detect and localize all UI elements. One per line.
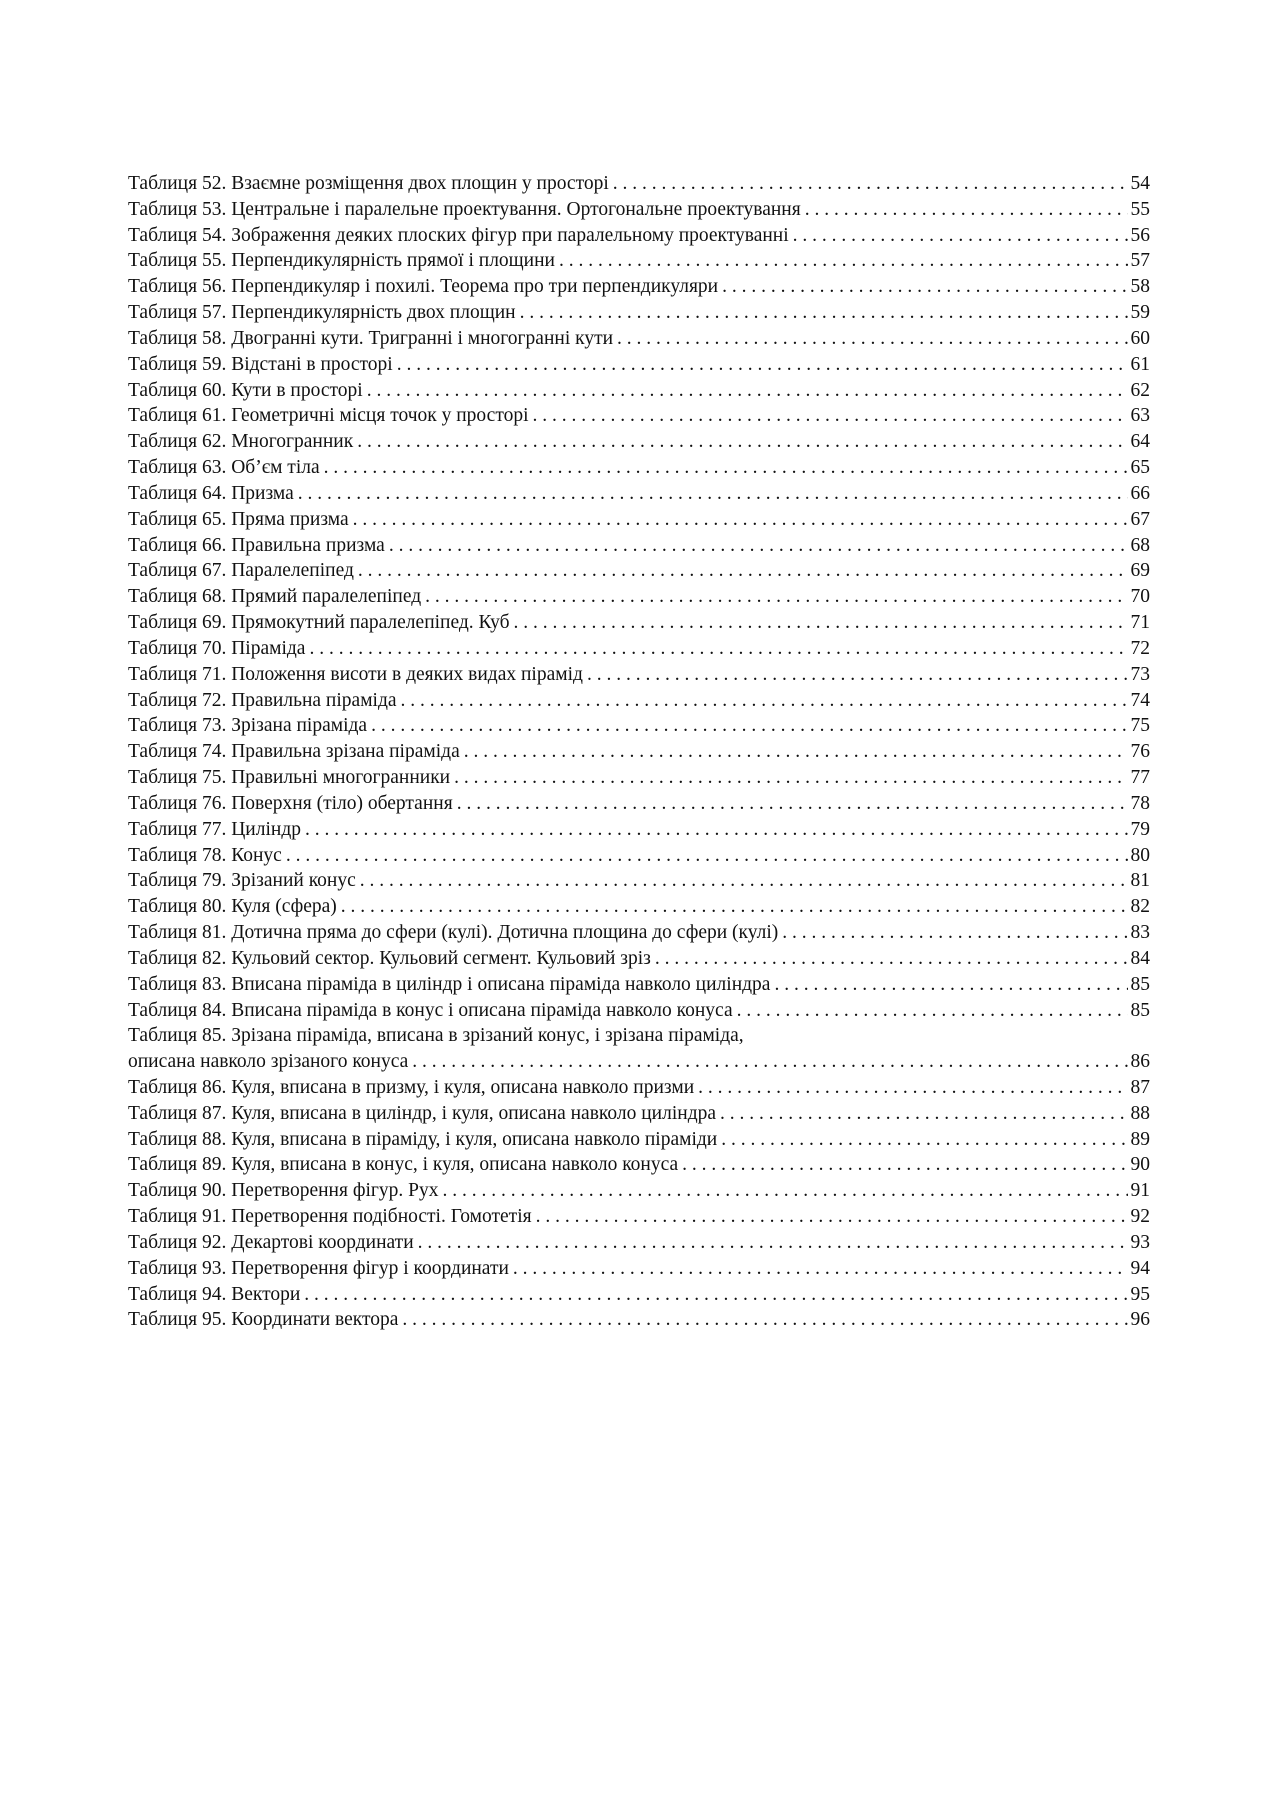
toc-entry — [128, 843, 1150, 869]
dot-leader — [805, 197, 1128, 223]
toc-entry-page: 80 — [1130, 844, 1150, 866]
toc-entry-title: Таблиця 53. Центральне і паралельне проектування. Ортогональне проектування — [128, 198, 801, 220]
toc-entry — [128, 636, 1150, 662]
toc-entry-page: 76 — [1130, 741, 1150, 763]
toc-entry — [128, 739, 1150, 765]
toc-entry-page: 65 — [1130, 457, 1150, 479]
toc-entry-title: Таблиця 94. Вектори — [128, 1283, 301, 1305]
dot-leader — [454, 765, 1127, 791]
dot-leader — [464, 739, 1128, 765]
toc-entry-page: 87 — [1130, 1076, 1150, 1098]
toc-entry — [128, 868, 1150, 894]
toc-entry — [128, 765, 1150, 791]
toc-entry — [128, 972, 1150, 998]
toc-entry-title: Таблиця 78. Конус — [128, 844, 282, 866]
dot-leader — [389, 533, 1128, 559]
dot-leader — [371, 713, 1127, 739]
toc-entry — [128, 455, 1150, 481]
toc-entry — [128, 300, 1150, 326]
toc-entry-page: 75 — [1130, 715, 1150, 737]
toc-entry — [128, 326, 1150, 352]
dot-leader — [367, 378, 1128, 404]
dot-leader — [305, 817, 1128, 843]
dot-leader — [357, 429, 1127, 455]
toc-entry-title: Таблиця 87. Куля, вписана в циліндр, і куля, описана навколо циліндра — [128, 1102, 717, 1124]
toc-entry-title: Таблиця 68. Прямий паралелепіпед — [128, 586, 422, 608]
dot-leader — [425, 584, 1127, 610]
toc-entry-page: 96 — [1130, 1309, 1150, 1331]
dot-leader — [513, 1256, 1128, 1282]
toc-entry-title: Таблиця 88. Куля, вписана в піраміду, і куля, описана навколо піраміди — [128, 1128, 718, 1150]
dot-leader — [774, 972, 1127, 998]
toc-entry — [128, 1282, 1150, 1308]
dot-leader — [655, 946, 1128, 972]
toc-entry-title: Таблиця 58. Двогранні кути. Тригранні і многогранні кути — [128, 327, 614, 349]
toc-entry-page: 71 — [1130, 612, 1150, 634]
toc-entry-title: Таблиця 52. Взаємне розміщення двох площин у просторі — [128, 173, 609, 194]
toc-entry-page: 86 — [1130, 1051, 1150, 1073]
toc-entry-page: 59 — [1130, 302, 1150, 324]
toc-entry-title: Таблиця 72. Правильна піраміда — [128, 689, 397, 711]
dot-leader — [520, 300, 1128, 326]
toc-entry-title: Таблиця 66. Правильна призма — [128, 534, 385, 556]
toc-entry-title: Таблиця 59. Відстані в просторі — [128, 353, 393, 375]
toc-entry-title: Таблиця 56. Перпендикуляр і похилі. Теорема про три перпендикуляри — [128, 276, 719, 298]
toc-entry-page: 84 — [1130, 947, 1150, 969]
toc-entry — [128, 171, 1150, 197]
toc-entry — [128, 1256, 1150, 1282]
toc-entry-title: Таблиця 81. Дотична пряма до сфери (кулі). Дотична площина до сфери (кулі) — [128, 922, 779, 944]
dot-leader — [418, 1230, 1128, 1256]
toc-entry-page: 94 — [1130, 1257, 1150, 1279]
toc-entry — [128, 507, 1150, 533]
dot-leader — [341, 894, 1128, 920]
toc-entry — [128, 1307, 1150, 1333]
dot-leader — [737, 998, 1128, 1024]
toc-entry-title: Таблиця 83. Вписана піраміда в циліндр і описана піраміда навколо циліндра — [128, 973, 771, 995]
toc-entry — [128, 791, 1150, 817]
toc-entry-page: 78 — [1130, 792, 1150, 814]
dot-leader — [298, 481, 1128, 507]
toc-entry — [128, 1049, 1150, 1075]
toc-entry-title: Таблиця 64. Призма — [128, 482, 294, 504]
toc-entry-title: Таблиця 76. Поверхня (тіло) обертання — [128, 792, 453, 814]
dot-leader — [613, 171, 1128, 197]
toc-entry-page: 60 — [1130, 327, 1150, 349]
toc-entry — [128, 558, 1150, 584]
dot-leader — [353, 507, 1128, 533]
toc-entry-page: 89 — [1130, 1128, 1150, 1150]
toc-entry-first-line — [128, 1023, 1150, 1049]
toc-entry-page: 73 — [1130, 663, 1150, 685]
toc-entry — [128, 378, 1150, 404]
toc-entry — [128, 920, 1150, 946]
dot-leader — [286, 843, 1128, 869]
toc-entry-page: 85 — [1130, 999, 1150, 1021]
dot-leader — [309, 636, 1127, 662]
toc-entry — [128, 1127, 1150, 1153]
toc-entry-title: Таблиця 89. Куля, вписана в конус, і куля, описана навколо конуса — [128, 1154, 679, 1176]
dot-leader — [397, 352, 1128, 378]
toc-entry — [128, 248, 1150, 274]
toc-entry-page: 58 — [1130, 276, 1150, 298]
toc-entry-title: Таблиця 79. Зрізаний конус — [128, 870, 356, 892]
toc-entry-page: 88 — [1130, 1102, 1150, 1124]
toc-entry — [128, 584, 1150, 610]
toc-entry-page: 69 — [1130, 560, 1150, 582]
toc-entry-title: Таблиця 67. Паралелепіпед — [128, 560, 354, 582]
toc-entry-page: 56 — [1130, 224, 1150, 246]
toc-entry-page: 83 — [1130, 922, 1150, 944]
dot-leader — [442, 1178, 1127, 1204]
toc-entry — [128, 1101, 1150, 1127]
dot-leader — [617, 326, 1127, 352]
toc-entry-title: Таблиця 57. Перпендикулярність двох площин — [128, 302, 516, 324]
toc-entry — [128, 352, 1150, 378]
toc-entry-title: Таблиця 80. Куля (сфера) — [128, 896, 337, 918]
toc-entry-page: 70 — [1130, 586, 1150, 608]
toc-entry — [128, 1230, 1150, 1256]
toc-entry — [128, 662, 1150, 688]
toc-entry-title: Таблиця 92. Декартові координати — [128, 1231, 414, 1253]
dot-leader — [793, 223, 1128, 249]
toc-entry — [128, 1178, 1150, 1204]
dot-leader — [402, 1307, 1127, 1333]
toc-entry-page: 95 — [1130, 1283, 1150, 1305]
toc-entry-title: Таблиця 90. Перетворення фігур. Рух — [128, 1180, 439, 1202]
toc-entry — [128, 998, 1150, 1024]
toc-entry-title: Таблиця 62. Многогранник — [128, 431, 354, 453]
toc-entry — [128, 197, 1150, 223]
dot-leader — [682, 1152, 1127, 1178]
toc-entry — [128, 894, 1150, 920]
toc-entry-title: Таблиця 71. Положення висоти в деяких видах пірамід — [128, 663, 583, 685]
toc-entry — [128, 1152, 1150, 1178]
toc-entry — [128, 1075, 1150, 1101]
toc-entry-title: Таблиця 73. Зрізана піраміда — [128, 715, 368, 737]
toc-entry-title: Таблиця 63. Об’єм тіла — [128, 457, 320, 479]
toc-entry-page: 67 — [1130, 508, 1150, 530]
toc-entry-page: 74 — [1130, 689, 1150, 711]
dot-leader — [358, 558, 1128, 584]
toc-entry-title: Таблиця 65. Пряма призма — [128, 508, 349, 530]
toc-entry-page: 77 — [1130, 767, 1150, 789]
toc-entry-title: Таблиця 55. Перпендикулярність прямої і площини — [128, 250, 555, 272]
toc-entry-page: 55 — [1130, 198, 1150, 220]
toc-entry-title: Таблиця 93. Перетворення фігур і координати — [128, 1257, 509, 1279]
toc-entry-title: Таблиця 77. Циліндр — [128, 818, 301, 840]
toc-entry-page: 62 — [1130, 379, 1150, 401]
toc-entry-page: 90 — [1130, 1154, 1150, 1176]
toc-entry — [128, 533, 1150, 559]
toc-entry-title: Таблиця 75. Правильні многогранники — [128, 767, 451, 789]
dot-leader — [722, 274, 1127, 300]
toc-entry-title: Таблиця 82. Кульовий сектор. Кульовий сегмент. Кульовий зріз — [128, 947, 651, 969]
dot-leader — [304, 1282, 1127, 1308]
toc-entry — [128, 403, 1150, 429]
toc-entry-page: 61 — [1130, 353, 1150, 375]
toc-entry — [128, 946, 1150, 972]
dot-leader — [533, 403, 1128, 429]
dot-leader — [698, 1075, 1127, 1101]
toc-entry-title: Таблиця 61. Геометричні місця точок у просторі — [128, 405, 529, 427]
toc-entry-page: 79 — [1130, 818, 1150, 840]
toc-entry-page: 82 — [1130, 896, 1150, 918]
toc-entry-title: Таблиця 91. Перетворення подібності. Гомотетія — [128, 1206, 532, 1228]
toc-entry-page: 66 — [1130, 482, 1150, 504]
toc-entry-title: Таблиця 54. Зображення деяких плоских фігур при паралельному проектуванні — [128, 224, 789, 246]
dot-leader — [782, 920, 1127, 946]
table-of-contents — [128, 171, 1150, 1333]
toc-entry-page: 85 — [1130, 973, 1150, 995]
dot-leader — [412, 1049, 1127, 1075]
toc-entry-page: 64 — [1130, 431, 1150, 453]
dot-leader — [514, 610, 1128, 636]
toc-entry-page: 63 — [1130, 405, 1150, 427]
toc-entry-page: 93 — [1130, 1231, 1150, 1253]
toc-entry-title: Таблиця 85. Зрізана піраміда, вписана в зрізаний конус, і зрізана піраміда, — [128, 1025, 744, 1047]
toc-entry-title-continuation: описана навколо зрізаного конуса — [128, 1051, 409, 1073]
toc-entry-title: Таблиця 74. Правильна зрізана піраміда — [128, 741, 460, 763]
dot-leader — [324, 455, 1128, 481]
toc-entry — [128, 223, 1150, 249]
dot-leader — [721, 1127, 1127, 1153]
toc-entry-title: Таблиця 86. Куля, вписана в призму, і куля, описана навколо призми — [128, 1076, 695, 1098]
dot-leader — [536, 1204, 1128, 1230]
toc-entry-page: 91 — [1130, 1180, 1150, 1202]
dot-leader — [360, 868, 1128, 894]
toc-entry — [128, 713, 1150, 739]
toc-entry — [128, 610, 1150, 636]
toc-entry-page: 68 — [1130, 534, 1150, 556]
toc-entry — [128, 274, 1150, 300]
toc-entry-page: 72 — [1130, 637, 1150, 659]
toc-entry — [128, 817, 1150, 843]
toc-entry-title: Таблиця 84. Вписана піраміда в конус і описана піраміда навколо конуса — [128, 999, 733, 1021]
toc-entry-title: Таблиця 70. Піраміда — [128, 637, 306, 659]
dot-leader — [720, 1101, 1127, 1127]
dot-leader — [587, 662, 1128, 688]
toc-entry — [128, 429, 1150, 455]
toc-entry — [128, 481, 1150, 507]
toc-entry-title: Таблиця 95. Координати вектора — [128, 1309, 399, 1331]
dot-leader — [401, 688, 1128, 714]
toc-entry — [128, 1204, 1150, 1230]
toc-entry-title: Таблиця 60. Кути в просторі — [128, 379, 363, 401]
toc-entry-page: 54 — [1130, 173, 1150, 194]
toc-entry-title: Таблиця 69. Прямокутний паралелепіпед. Куб — [128, 612, 510, 634]
dot-leader — [559, 248, 1128, 274]
toc-entry-page: 92 — [1130, 1206, 1150, 1228]
dot-leader — [457, 791, 1128, 817]
toc-entry — [128, 688, 1150, 714]
toc-entry-page: 57 — [1130, 250, 1150, 272]
toc-entry-page: 81 — [1130, 870, 1150, 892]
